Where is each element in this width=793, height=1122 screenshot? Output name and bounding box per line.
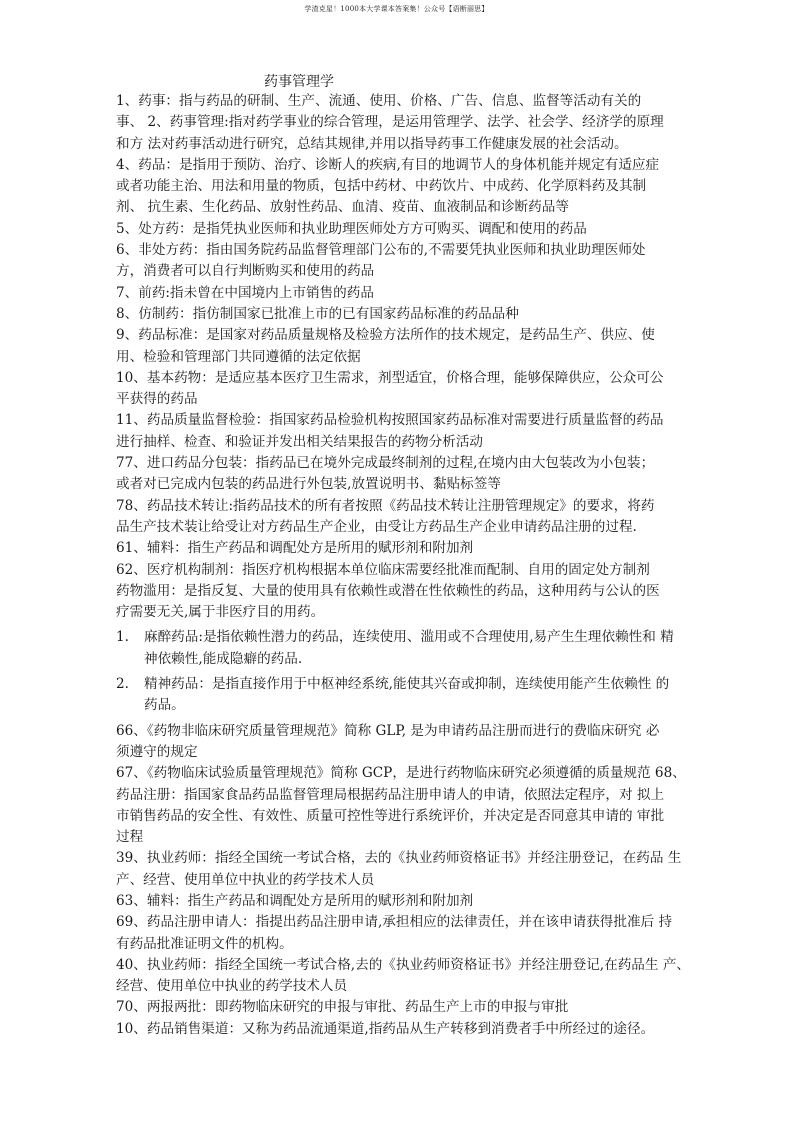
text-line: 经营、使用单位中执业的药学技术人员 — [116, 978, 348, 995]
text-line: 平获得的药品 — [116, 391, 198, 408]
text-line: 疗需要无关,属于非医疗目的用药。 — [116, 604, 325, 621]
text-line: 市销售药品的安全性、有效性、质量可控性等进行系统评价，并决定是否同意其申请的 审批 — [116, 807, 665, 824]
list-number: 2. — [116, 676, 129, 693]
text-line: 77、进口药品分包装：指药品已在境外完成最终制剂的过程,在境内由大包装改为小包装； — [116, 455, 655, 472]
text-line: 过程 — [116, 829, 144, 846]
text-line: 或者功能主治、用法和用量的物质，包括中药材、中药饮片、中成药、化学原料药及其制 — [116, 178, 647, 195]
text-line: 69、药品注册申请人：指提出药品注册申请,承担相应的法律责任，并在该申请获得批准后 持 — [116, 914, 673, 931]
text-line: 7、前药:指未曾在中国境内上市销售的药品 — [116, 284, 374, 301]
text-line: 8、仿制药：指仿制国家已批准上市的已有国家药品标准的药品品种 — [116, 305, 519, 322]
text-line: 10、药品销售渠道：又称为药品流通渠道,指药品从生产转移到消费者手中所经过的途径。 — [116, 1020, 655, 1037]
text-line: 神依赖性,能成隐癖的药品. — [144, 650, 303, 667]
text-line: 66、《药物非临床研究质量管理规范》简称 GLP, 是为申请药品注册而进行的费临床研究 必 — [116, 722, 660, 739]
text-line: 产、经营、使用单位中执业的药学技术人员 — [116, 871, 375, 888]
text-line: 药品注册：指国家食品药品监督管理局根据药品注册申请人的申请，依照法定程序，对 拟上 — [116, 786, 665, 803]
text-line: 麻醉药品:是指依赖性潜力的药品，连续使用、滥用或不合理使用,易产生生理依赖性和 精 — [144, 629, 674, 646]
text-line: 70、两报两批：即药物临床研究的申报与审批、药品生产上市的申报与审批 — [116, 999, 569, 1016]
text-line: 1、药事：指与药品的研制、生产、流通、使用、价格、广告、信息、监督等活动有关的 — [116, 93, 642, 109]
text-line: 9、药品标准：是国家对药品质量规格及检验方法所作的技术规定，是药品生产、供应、使 — [116, 327, 655, 344]
list-number: 1. — [116, 629, 129, 646]
text-line: 进行抽样、检查、和验证并发出相关结果报告的药物分析活动 — [116, 433, 484, 450]
text-line: 药品。 — [144, 697, 185, 714]
page-header-banner: 学渣克星！1000本大学课本答案集！公众号【语断丽思】 — [304, 5, 489, 13]
text-line: 药物滥用：是指反复、大量的使用具有依赖性或潜在性依赖性的药品，这种用药与公认的医 — [116, 582, 660, 599]
numbered-list-item — [116, 627, 688, 670]
numbered-list-item — [116, 674, 688, 717]
text-line: 40、执业药师：指经全国统一考试合格,去的《执业药师资格证书》并经注册登记,在药品生 产、 — [116, 956, 691, 973]
text-line: 品生产技术装让给受让对方药品生产企业，由受让方药品生产企业申请药品注册的过程. — [116, 518, 637, 535]
text-line: 精神药品：是指直接作用于中枢神经系统,能使其兴奋或抑制，连续使用能产生依赖性 的 — [144, 676, 670, 693]
text-line: 78、药品技术转让:指药品技术的所有者按照《药品技术转让注册管理规定》的要求，将药 — [116, 497, 655, 514]
text-line: 用、检验和管理部门共同遵循的法定依据 — [116, 348, 361, 365]
text-line: 事、 2、药事管理:指对药学事业的综合管理，是运用管理学、法学、社会学、经济学的原理 — [116, 114, 664, 131]
text-line: 11、药品质量监督检验：指国家药品检验机构按照国家药品标准对需要进行质量监督的药品 — [116, 412, 664, 429]
text-line: 4、药品：是指用于预防、治疗、诊断人的疾病,有目的地调节人的身体机能并规定有适应症 — [116, 156, 660, 173]
text-line: 剂、 抗生素、生化药品、放射性药品、血清、疫苗、血液制品和诊断药品等 — [116, 199, 569, 216]
text-line: 67、《药物临床试验质量管理规范》简称 GCP，是进行药物临床研究必须遵循的质量规范 68、 — [116, 765, 686, 782]
text-line: 63、辅料：指生产药品和调配处方是所用的赋形剂和附加剂 — [116, 892, 474, 909]
text-line: 须遵守的规定 — [116, 743, 198, 760]
text-line: 6、非处方药：指由国务院药品监督管理部门公布的,不需要凭执业医师和执业助理医师处 — [116, 242, 646, 259]
document-title: 药事管理学 — [264, 74, 334, 90]
text-line: 和方 法对药事活动进行研究，总结其规律,并用以指导药事工作健康发展的社会活动。 — [116, 135, 628, 152]
text-line: 或者对已完成内包装的药品进行外包装,放置说明书、黏贴标签等 — [116, 476, 501, 493]
text-line: 方，消费者可以自行判断购买和使用的药品 — [116, 263, 375, 280]
text-line: 61、辅料：指生产药品和调配处方是所用的赋形剂和附加剂 — [116, 540, 474, 557]
text-line: 39、执业药师：指经全国统一考试合格，去的《执业药师资格证书》并经注册登记，在药品 生 — [116, 850, 682, 867]
text-line: 10、基本药物：是适应基本医疗卫生需求，剂型适宜，价格合理，能够保障供应，公众可公 — [116, 369, 664, 386]
text-line: 5、处方药：是指凭执业医师和执业助理医师处方方可购买、调配和使用的药品 — [116, 220, 587, 237]
document-body — [116, 91, 691, 1040]
text-line: 62、医疗机构制剂：指医疗机构根据本单位临床需要经批准而配制、自用的固定处方制剂 — [116, 561, 650, 578]
text-line: 有药品批准证明文件的机构。 — [116, 935, 293, 952]
